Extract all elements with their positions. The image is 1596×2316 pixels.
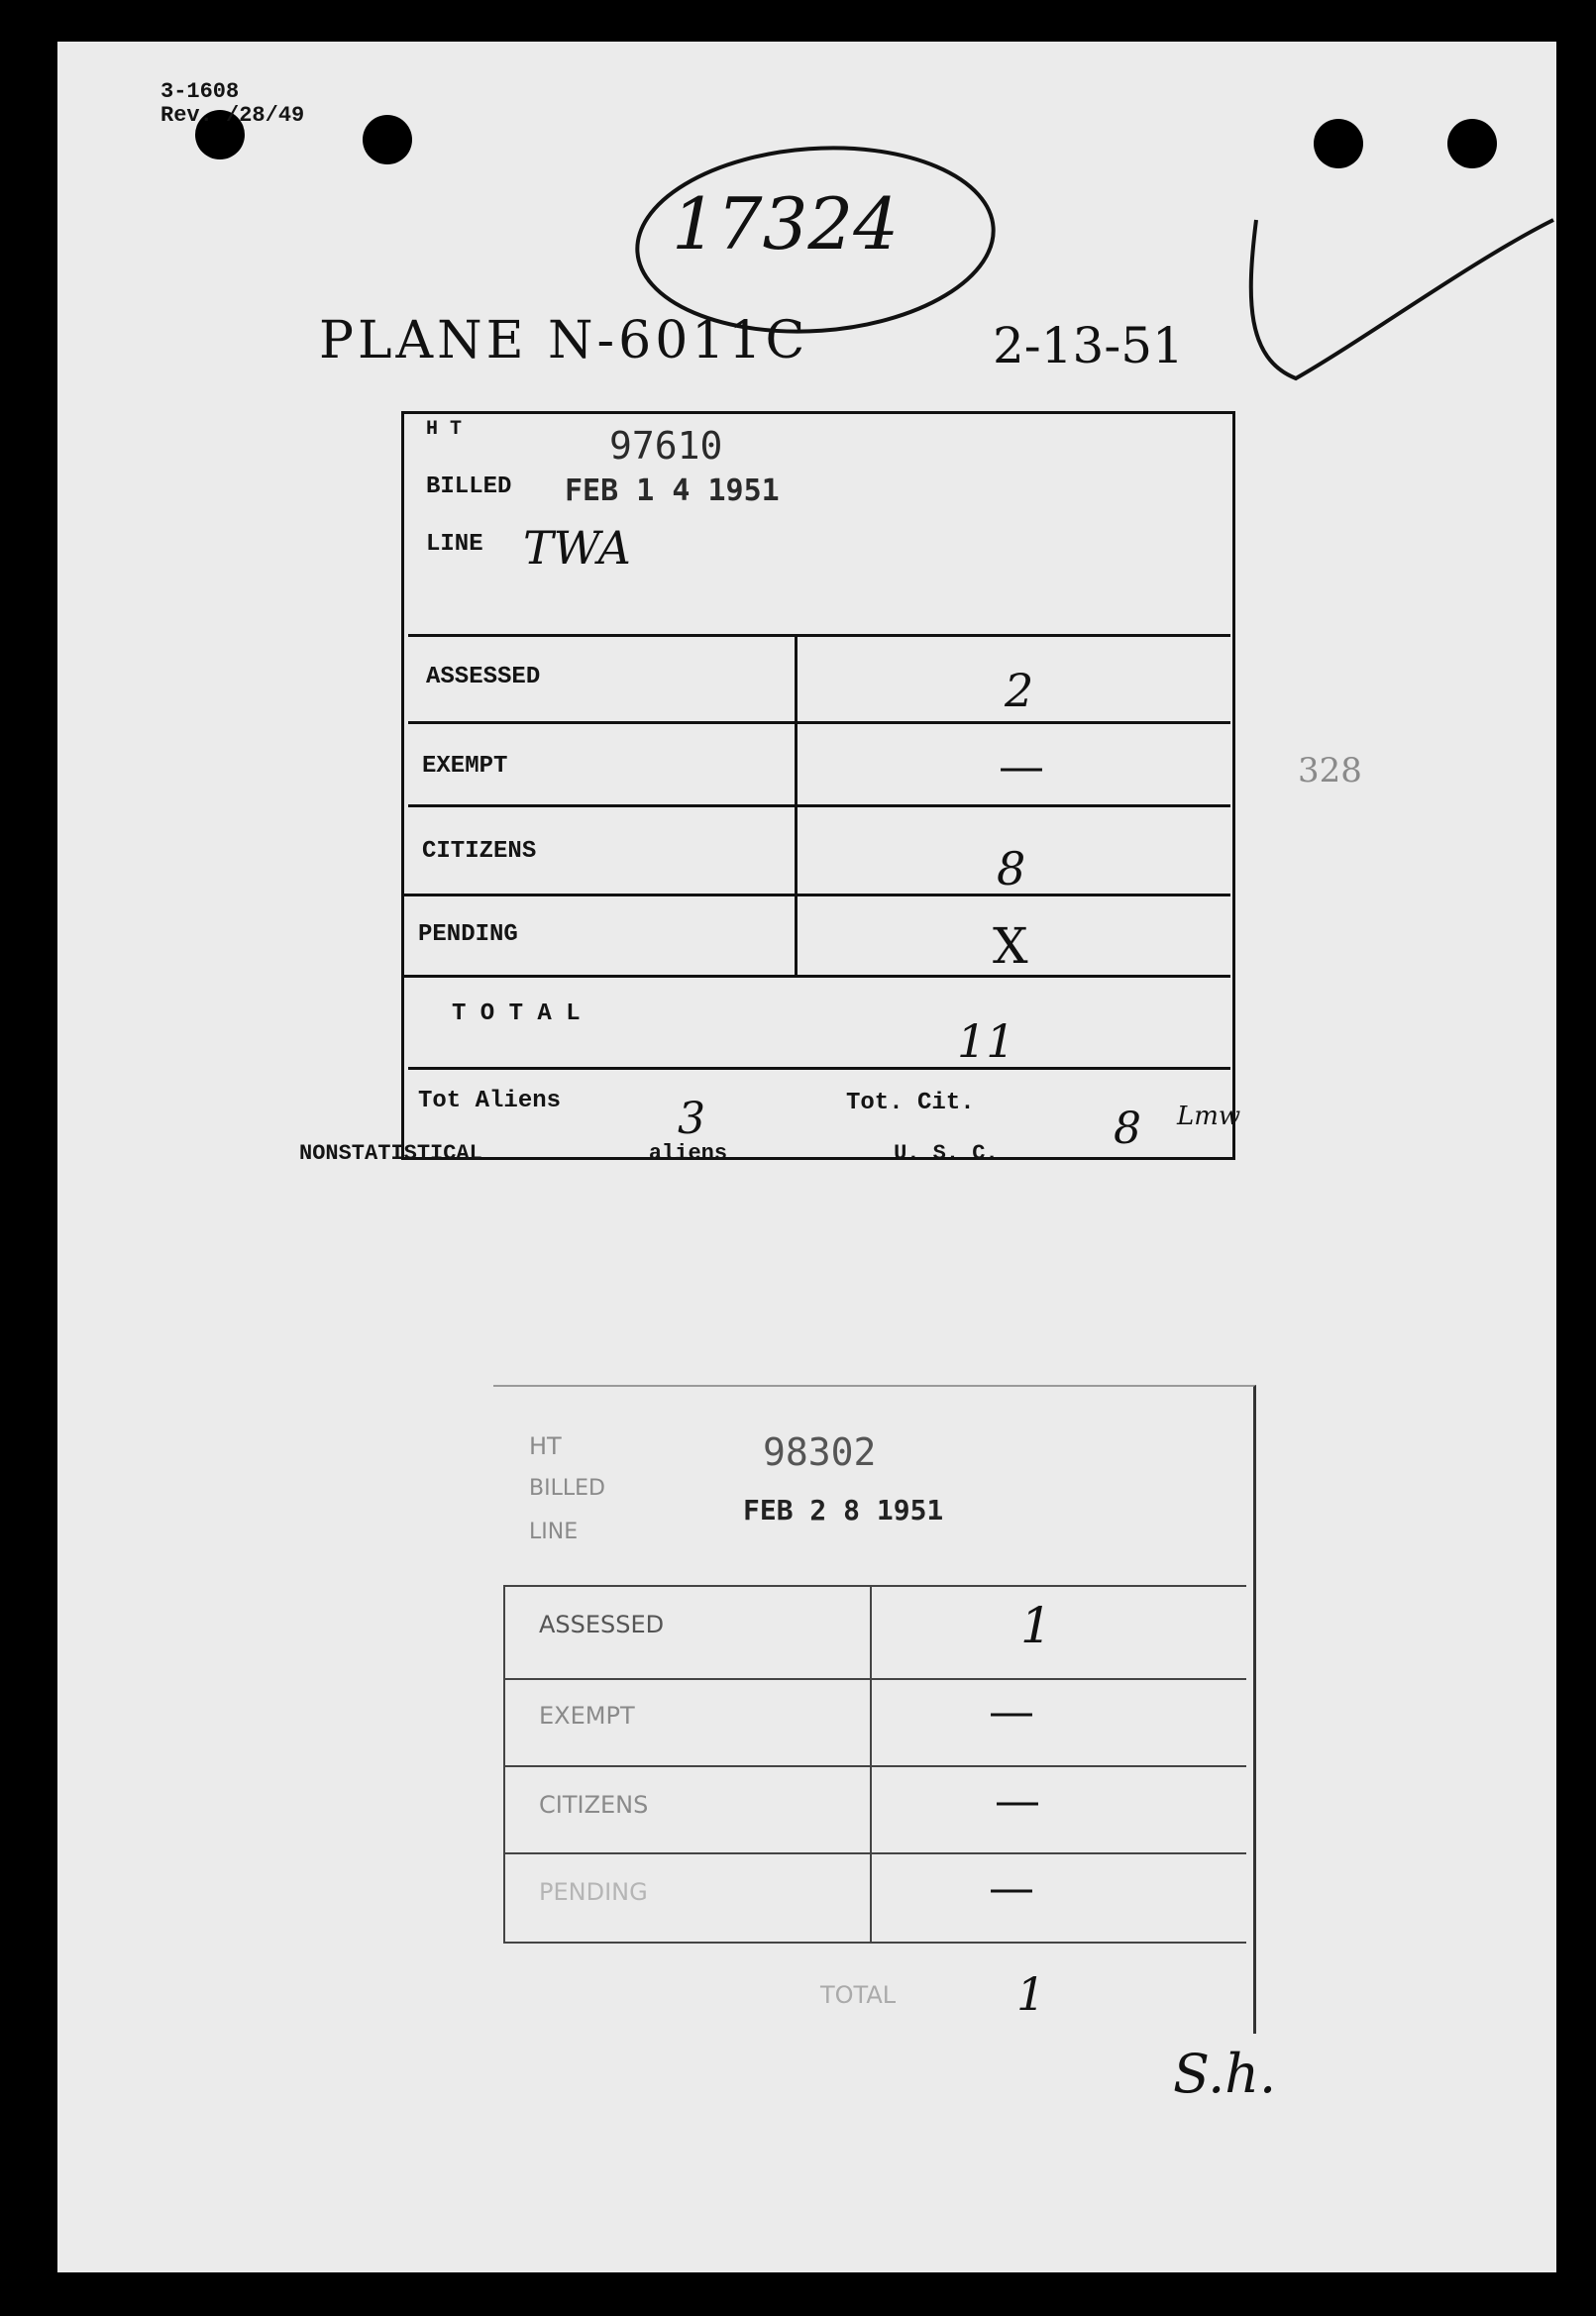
ht-number: 97610 bbox=[609, 424, 723, 468]
grid-line bbox=[503, 1765, 1246, 1767]
billed-date: FEB 1 4 1951 bbox=[565, 474, 780, 508]
total-value: 11 bbox=[957, 1014, 1015, 1068]
record-box-1 bbox=[401, 411, 1235, 1160]
row-label-exempt-2: EXEMPT bbox=[539, 1702, 635, 1730]
usc-label: U. S. C. bbox=[894, 1141, 999, 1166]
row-value-citizens-2: — bbox=[995, 1773, 1040, 1827]
row-value-pending-2: — bbox=[989, 1860, 1034, 1914]
row-value-exempt-2: — bbox=[989, 1684, 1034, 1737]
total-label: T O T A L bbox=[452, 1000, 581, 1027]
document-page bbox=[57, 42, 1556, 2272]
grid-line bbox=[503, 1852, 1246, 1854]
initials-2: S.h. bbox=[1173, 2043, 1277, 2105]
nonstatistical-label: NONSTATISTICAL bbox=[299, 1141, 482, 1166]
row-label-exempt: EXEMPT bbox=[422, 753, 508, 780]
tot-aliens-label: Tot Aliens bbox=[418, 1088, 562, 1114]
punch-hole-left-2 bbox=[363, 115, 412, 164]
grid-line bbox=[503, 1942, 1246, 1944]
row-value-assessed-2: 1 bbox=[1020, 1597, 1052, 1654]
form-number: 3-1608 bbox=[160, 79, 240, 104]
row-value-exempt: — bbox=[999, 739, 1044, 792]
grid-line bbox=[408, 1067, 1230, 1070]
grid-line bbox=[503, 1678, 1246, 1680]
grid-line bbox=[795, 634, 798, 975]
record-box-2 bbox=[493, 1385, 1256, 2034]
initials-1: Lmw bbox=[1177, 1102, 1241, 1131]
ht-number-2: 98302 bbox=[763, 1430, 877, 1474]
row-label-citizens-2: CITIZENS bbox=[539, 1791, 649, 1819]
tot-cit-value: 8 bbox=[1114, 1104, 1141, 1154]
billed-label: BILLED bbox=[426, 474, 512, 500]
file-number: 17324 bbox=[672, 182, 900, 265]
nonstatistical-line bbox=[299, 1141, 999, 1166]
plane-date: 2-13-51 bbox=[993, 317, 1184, 374]
grid-line bbox=[870, 1585, 872, 1942]
nonstat-blank-1 bbox=[496, 1157, 635, 1159]
grid-line bbox=[408, 721, 1230, 724]
grid-line bbox=[408, 634, 1230, 637]
punch-hole-right bbox=[1314, 119, 1363, 168]
nonstat-blank-2 bbox=[741, 1157, 880, 1159]
grid-line bbox=[408, 804, 1230, 807]
form-revision: Rev. /28/49 bbox=[160, 103, 305, 128]
billed-date-2: FEB 2 8 1951 bbox=[743, 1494, 944, 1526]
row-label-citizens: CITIZENS bbox=[422, 838, 537, 865]
plane-number: PLANE N-6011C bbox=[319, 311, 809, 370]
grid-line bbox=[503, 1585, 1246, 1587]
grid-line bbox=[404, 975, 1230, 978]
row-value-pending: X bbox=[993, 917, 1028, 975]
line-label-2: LINE bbox=[529, 1520, 579, 1544]
total-value-2: 1 bbox=[1016, 1967, 1046, 2021]
ht-label-2: HT bbox=[529, 1432, 562, 1460]
check-mark-icon bbox=[1236, 180, 1563, 428]
aliens-label: aliens bbox=[648, 1141, 728, 1166]
tot-aliens-value: 3 bbox=[678, 1094, 705, 1144]
grid-line bbox=[404, 894, 1230, 896]
punch-hole-right-2 bbox=[1447, 119, 1497, 168]
row-value-citizens: 8 bbox=[997, 842, 1026, 895]
total-label-2: TOTAL bbox=[820, 1981, 897, 2009]
line-value: TWA bbox=[523, 521, 631, 575]
ht-label: H T bbox=[426, 418, 463, 441]
line-label: LINE bbox=[426, 531, 483, 558]
grid-line bbox=[503, 1585, 505, 1942]
billed-label-2: BILLED bbox=[529, 1476, 605, 1501]
row-label-pending-2: PENDING bbox=[539, 1878, 648, 1906]
tot-cit-label: Tot. Cit. bbox=[846, 1090, 975, 1116]
row-value-assessed: 2 bbox=[1005, 664, 1034, 717]
row-label-assessed-2: ASSESSED bbox=[539, 1611, 665, 1638]
row-label-pending: PENDING bbox=[418, 921, 518, 948]
row-label-assessed: ASSESSED bbox=[426, 664, 541, 690]
side-number: 328 bbox=[1298, 751, 1362, 790]
